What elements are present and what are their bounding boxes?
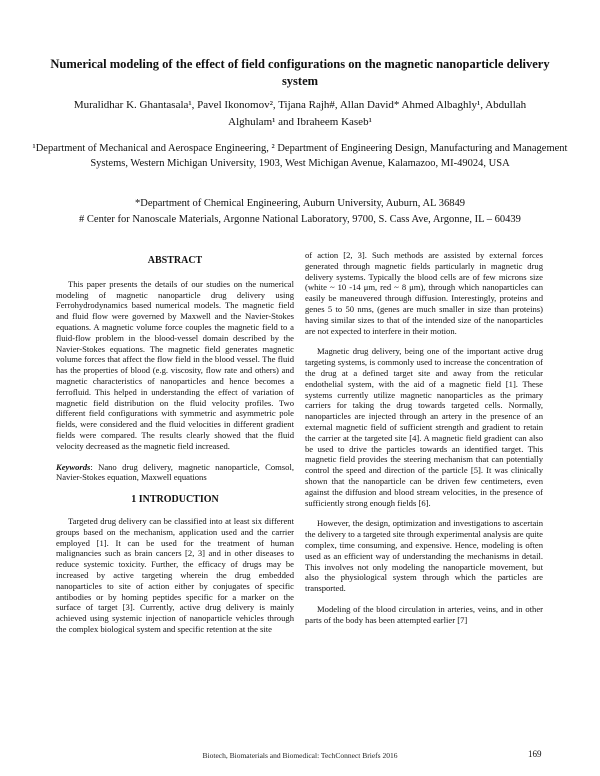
- keywords: [56, 462, 294, 484]
- intro-paragraph-1: Targeted drug delivery can be classified into at least six different groups based on the mechanism, application used and the carrier employed [1]. It can be used for the treatment of human malignancies such as brain cancers [2, 3] and in other diseases to reduce systemic toxicity. Further, the efficacy of drugs may be increased by active targeting wherein the drug embedded nanoparticles to site of action either by conjugates of specific antibodies or by homing peptides specific for a marker on the surface of target [3]. Currently, active drug delivery is mainly achieved using systemic injection of nanoparticle vehicles through the complex biological system and specific retention at the site: [56, 515, 294, 634]
- right-paragraph-4: Modeling of the blood circulation in arteries, veins, and in other parts of the body has been attempted earlier [7]: [305, 603, 543, 625]
- left-column: [56, 256, 294, 645]
- footer-text: Biotech, Biomaterials and Biomedical: TechConnect Briefs 2016: [202, 751, 398, 760]
- paper-title: Numerical modeling of the effect of field configurations on the magnetic nanoparticle delivery system: [50, 57, 550, 88]
- affiliation-argonne: # Center for Nanoscale Materials, Argonne National Laboratory, 9700, S. Cass Ave, Argonne, IL – 60439: [79, 214, 521, 225]
- affiliation-wmu: ¹Department of Mechanical and Aerospace Engineering, ² Department of Engineering Design, Manufacturing and Management Systems, Western Michigan University, 1903, West Michigan Avenue, Kalamazoo, MI-49024, USA: [32, 143, 568, 169]
- keywords-text: : Nano drug delivery, magnetic nanoparticle, Comsol, Navier-Stokes equation, Maxwell equations: [56, 461, 294, 483]
- intro-heading: 1 INTRODUCTION: [131, 494, 219, 506]
- abstract-text: This paper presents the details of our studies on the numerical modeling of magnetic nanoparticle drug delivery using Ferrohydrodynamics based numerical models. The magnetic field and fluid flow were governed by Maxwell and the Navier-Stokes equations. A magnetic volume force couples the magnetic field to a fluid-flow problem in the blood-vessel domain described by the Navier-Stokes equations. The magnetic field generates magnetic volume forces that affect the flow field in the blood vessel. The fluid has the properties of blood (e.g. viscosity, flow rate and others) and magnetic characteristics of nanoparticles and hence becomes a ferrofluid. This helped in understanding the effect of variation of magnetic field distribution on the fluid velocity profiles. Two different field configurations with symmetric and asymmetric pole fields, were considered and the fluid velocities in different gradient fields were compared. The results clearly showed that the fluid velocity decreased as the magnetic field increased.: [56, 278, 294, 451]
- right-paragraph-3: However, the design, optimization and investigations to ascertain the delivery to a targeted site through experimental analysis are quite complex, time consuming, and expensive. Hence, modeling is often used as an efficient way of understanding the mechanisms in detail. This involves not only modeling the nanoparticle movement, but also the physiological system through which the particles are transported.: [305, 518, 543, 594]
- right-paragraph-2: Magnetic drug delivery, being one of the important active drug targeting systems, is commonly used to increase the concentration of the drug at a defined target site and away from the reticular endothelial system, with the aid of a magnetic field [1]. These systems currently utilize magnetic nanoparticles as the primary carriers for taking the drug towards targeted cells. Normally, nanoparticles are injected through an artery in the presence of an external magnetic field of sufficient strength and gradient to retain the carrier at the targeted site [4]. A magnetic field gradient can also be used to drive the particles towards an identified target. This magnetic field provides the steering mechanism that can potentially control the speed and direction of the particle [5]. It was clinically shown that the nanoparticle can be driven few centimeters, even against the diffusion and blood stream velocities, in the presence of sufficiently strong enough fields [6].: [305, 346, 543, 508]
- right-paragraph-1: of action [2, 3]. Such methods are assisted by external forces generated through magnetic fields particularly in magnetic drug delivery systems. Typically the blood cells are of few microns size (white ~ 10 -14 μm, red ~ 8 μm), through which nanoparticles can easily be maneuvered through diffusion. Interestingly, proteins and genes 5 to 50 nms, (genes are much smaller in size than proteins) having similar sizes to that of the intended size of the nanoparticles are not expected to interfere in their motion.: [305, 250, 543, 336]
- keywords-label: Keywords: [56, 461, 91, 472]
- page-number: 169: [528, 749, 542, 759]
- affiliation-auburn: *Department of Chemical Engineering, Auburn University, Auburn, AL 36849: [135, 198, 465, 209]
- abstract-heading: ABSTRACT: [147, 255, 203, 266]
- author-list: Muralidhar K. Ghantasala¹, Pavel Ikonomov², Tijana Rajh#, Allan David* Ahmed Albaghly¹, Abdullah Alghulam¹ and Ibraheem Kaseb¹: [73, 99, 527, 128]
- right-column: [305, 250, 543, 636]
